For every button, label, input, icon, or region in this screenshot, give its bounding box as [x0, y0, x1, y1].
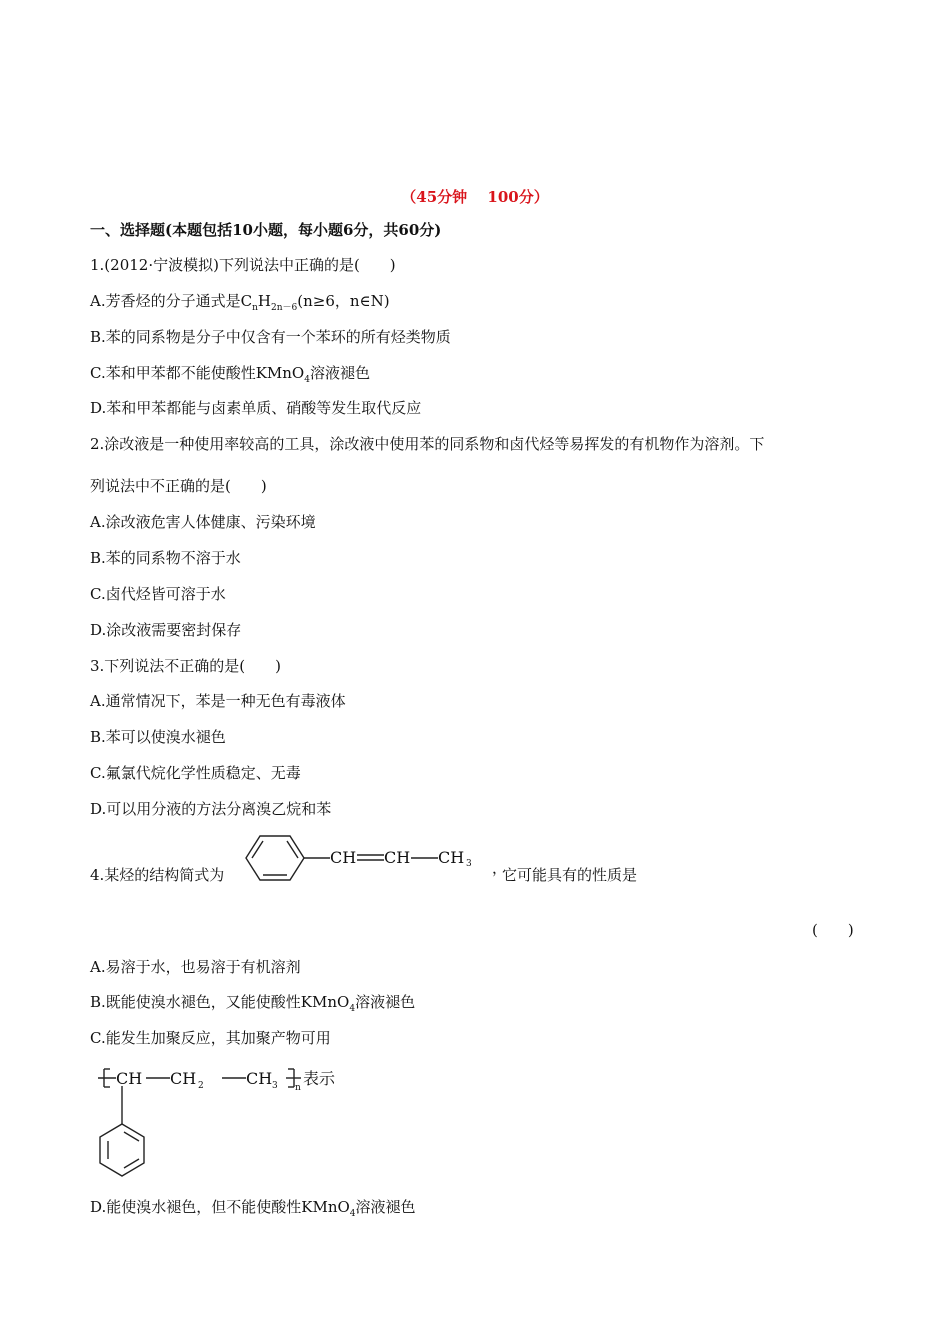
q4-option-b: [90, 992, 415, 1019]
q4-poly-sub3: 3: [272, 1081, 278, 1091]
q4-poly-n: n: [295, 1083, 301, 1093]
q4-stem-suffix: 它可能具有的性质是: [502, 866, 638, 884]
q1-option-a: [90, 291, 390, 318]
section-title: 一、选择题(本题包括10小题，每小题6分，共60分): [90, 221, 442, 239]
q4-d-prefix: D.能使溴水褪色，但不能使酸性KMnO: [90, 1198, 350, 1216]
q4-d-sub: 4: [349, 1209, 356, 1219]
q4-b-prefix: B.既能使溴水褪色，又能使酸性KMnO: [90, 993, 350, 1011]
q1-c-prefix: C.苯和甲苯都不能使酸性KMnO: [90, 364, 305, 382]
q3-option-b: B.苯可以使溴水褪色: [90, 728, 226, 746]
q1-option-b: B.苯的同系物是分子中仅含有一个苯环的所有烃类物质: [90, 328, 451, 346]
q1-stem: 1.(2012·宁波模拟)下列说法中正确的是( ): [90, 256, 396, 274]
q4-formula-ch3: CH: [438, 848, 465, 867]
q4-b-suffix: 溶液褪色: [355, 993, 416, 1011]
q4-option-a: A.易溶于水，也易溶于有机溶剂: [90, 958, 301, 976]
q4-answer-paren: ( ): [812, 921, 854, 939]
q4-option-c: C.能发生加聚反应，其加聚产物可用: [90, 1029, 331, 1047]
q1-a-mid: H: [257, 292, 271, 310]
q4-poly-ch: CH: [116, 1069, 143, 1088]
q4-poly-suffix: 表示: [303, 1069, 336, 1088]
benzene-ring-icon: [246, 836, 304, 880]
q1-c-suffix: 溶液褪色: [309, 364, 370, 382]
q2-option-d: D.涂改液需要密封保存: [90, 621, 242, 639]
q2-option-b: B.苯的同系物不溶于水: [90, 549, 241, 567]
q1-a-sub1: n: [252, 303, 258, 313]
q3-option-c: C.氟氯代烷化学性质稳定、无毒: [90, 764, 301, 782]
q1-option-d: D.苯和甲苯都能与卤素单质、硝酸等发生取代反应: [90, 399, 422, 417]
benzene-ring-icon: [100, 1124, 144, 1176]
q4-formula-sub3: 3: [466, 859, 472, 869]
q2-stem-line2: 列说法中不正确的是( ): [90, 477, 267, 495]
q3-option-a: A.通常情况下，苯是一种无色有毒液体: [90, 692, 346, 710]
q1-c-sub: 4: [304, 375, 310, 385]
q3-stem: 3.下列说法不正确的是( ): [90, 657, 282, 675]
q2-option-c: C.卤代烃皆可溶于水: [90, 585, 226, 603]
q4-d-suffix: 溶液褪色: [355, 1198, 416, 1216]
q4-structure-formula: [238, 832, 488, 884]
q4-comma: ，: [492, 859, 508, 877]
time-score-header: （45分钟 100分）: [401, 188, 549, 206]
q4-formula-ch2: CH: [384, 848, 411, 867]
q4-option-d: [90, 1197, 416, 1224]
q3-option-d: D.可以用分液的方法分离溴乙烷和苯: [90, 800, 332, 818]
q1-a-suffix: (n≥6，n∈N): [297, 292, 390, 310]
q2-stem-line1: 2.涂改液是一种使用率较高的工具，涂改液中使用苯的同系物和卤代烃等易挥发的有机物作为溶剂。下: [90, 435, 765, 453]
q4-b-sub: 4: [349, 1004, 356, 1014]
q4-poly-ch2: CH: [170, 1069, 197, 1088]
q1-a-sub2: 2n－6: [270, 303, 298, 313]
q4-stem-prefix: 4.某烃的结构简式为: [90, 866, 225, 884]
q1-option-c: [90, 363, 370, 390]
q4-poly-sub2: 2: [198, 1081, 204, 1091]
q2-option-a: A.涂改液危害人体健康、污染环境: [90, 513, 316, 531]
q1-a-prefix: A.芳香烃的分子通式是C: [90, 292, 253, 310]
q4-formula-ch1: CH: [330, 848, 357, 867]
q4-poly-ch3: CH: [246, 1069, 273, 1088]
q4-polymer-formula: [96, 1062, 366, 1180]
